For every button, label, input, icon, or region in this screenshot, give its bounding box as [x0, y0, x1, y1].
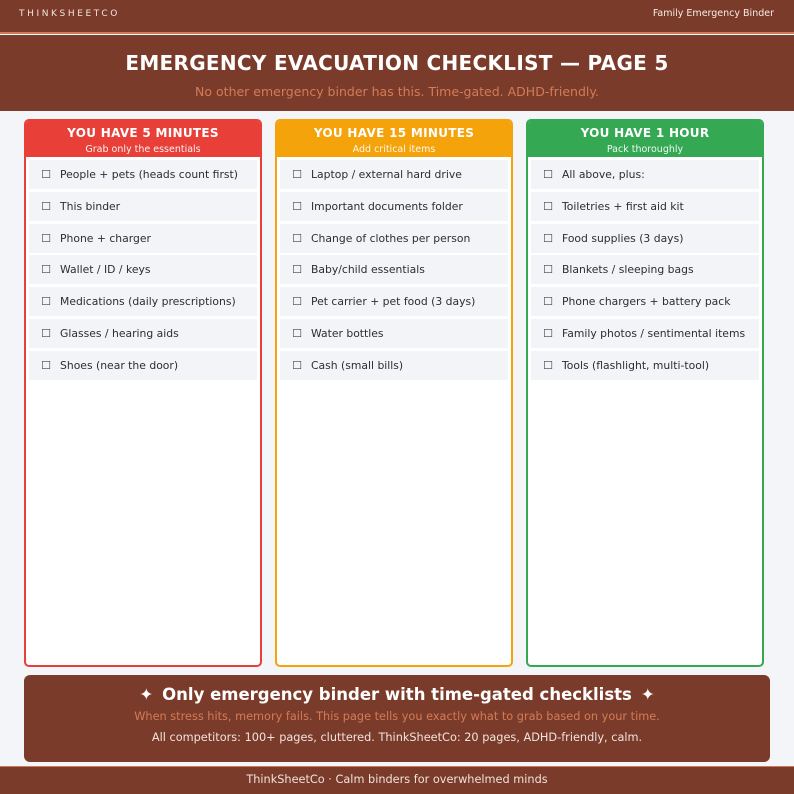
checklist-item-label: Laptop / external hard drive: [311, 168, 462, 181]
feature-banner: [24, 675, 770, 762]
checkbox-icon[interactable]: ☐: [41, 295, 51, 309]
checklist-item-label: Tools (flashlight, multi-tool): [562, 358, 710, 372]
checklist-item-label: Pet carrier + pet food (3 days): [311, 295, 476, 309]
column-5-minutes: [24, 119, 262, 667]
checklist-item[interactable]: [531, 351, 759, 380]
banner-comparison: All competitors: 100+ pages, cluttered. ThinkSheetCo: 20 pages, ADHD-friendly, calm.: [151, 731, 643, 744]
checklist-item[interactable]: [29, 192, 257, 221]
checklist-item-label: Shoes (near the door): [60, 358, 179, 372]
checklist-item[interactable]: [280, 287, 508, 316]
column-header: [528, 121, 762, 157]
sparkle-icon: ✦: [139, 685, 154, 704]
checklist-item[interactable]: [280, 192, 508, 221]
checkbox-icon[interactable]: ☐: [41, 358, 51, 372]
banner-tagline: When stress hits, memory fails. This page tells you exactly what to grab based on your time.: [134, 710, 660, 723]
checkbox-icon[interactable]: ☐: [41, 263, 51, 277]
checklist-item[interactable]: [29, 319, 257, 348]
checklist-item[interactable]: [280, 160, 508, 189]
checkbox-icon[interactable]: ☐: [41, 231, 51, 245]
binder-name: Family Emergency Binder: [652, 8, 774, 19]
checklist: [528, 157, 762, 380]
column-title: YOU HAVE 15 MINUTES: [313, 126, 475, 140]
checkbox-icon[interactable]: ☐: [41, 199, 51, 213]
checkbox-icon[interactable]: ☐: [292, 231, 302, 245]
checkbox-icon[interactable]: ☐: [292, 358, 302, 372]
column-subtitle: Pack thoroughly: [606, 144, 684, 155]
checklist-item-label: Blankets / sleeping bags: [562, 263, 694, 277]
banner-title: [24, 685, 770, 704]
footer: [0, 766, 794, 794]
checklist-item-label: Wallet / ID / keys: [60, 263, 151, 277]
checklist-item[interactable]: [29, 160, 257, 189]
checklist-item-label: Medications (daily prescriptions): [60, 295, 236, 309]
checklist-item[interactable]: [531, 255, 759, 284]
checklist-item[interactable]: [29, 287, 257, 316]
checklist-item-label: Change of clothes per person: [311, 231, 471, 245]
checkbox-icon[interactable]: ☐: [292, 199, 302, 213]
checklist-item-label: This binder: [60, 199, 121, 213]
checkbox-icon[interactable]: ☐: [543, 358, 553, 372]
column-1-hour: [526, 119, 764, 667]
checklist-item-label: Baby/child essentials: [311, 263, 425, 277]
column-15-minutes: [275, 119, 513, 667]
footer-text: ThinkSheetCo · Calm binders for overwhelmed minds: [246, 773, 548, 786]
checkbox-icon[interactable]: ☐: [543, 295, 553, 309]
checklist-item[interactable]: [280, 255, 508, 284]
checkbox-icon[interactable]: ☐: [292, 295, 302, 309]
checklist: [26, 157, 260, 380]
checklist-item[interactable]: [29, 255, 257, 284]
column-header: [26, 121, 260, 157]
banner-title-text: Only emergency binder with time-gated checklists: [162, 685, 632, 704]
page-title: EMERGENCY EVACUATION CHECKLIST — PAGE 5: [125, 51, 669, 75]
checklist-item[interactable]: [531, 224, 759, 253]
checkbox-icon[interactable]: ☐: [292, 263, 302, 277]
column-header: [277, 121, 511, 157]
checklist-item-label: Food supplies (3 days): [562, 231, 684, 245]
checklist-item-label: People + pets (heads count first): [60, 168, 238, 181]
checklist: [277, 157, 511, 380]
checklist-item[interactable]: [29, 351, 257, 380]
checklist-item[interactable]: [280, 319, 508, 348]
sparkle-icon: ✦: [640, 685, 655, 704]
checklist-item[interactable]: [29, 224, 257, 253]
checklist-item-label: Cash (small bills): [311, 358, 404, 372]
column-subtitle: Add critical items: [352, 144, 436, 155]
column-title: YOU HAVE 1 HOUR: [580, 126, 710, 140]
column-subtitle: Grab only the essentials: [85, 144, 201, 155]
checklist-item-label: Toiletries + first aid kit: [562, 199, 684, 213]
page-subtitle: No other emergency binder has this. Time-gated. ADHD-friendly.: [195, 84, 599, 99]
checkbox-icon[interactable]: ☐: [41, 168, 51, 181]
checkbox-icon[interactable]: ☐: [543, 231, 553, 245]
checklist-item-label: All above, plus:: [562, 168, 645, 181]
checkbox-icon[interactable]: ☐: [292, 168, 302, 181]
checklist-item[interactable]: [531, 192, 759, 221]
checklist-item-label: Important documents folder: [311, 199, 463, 213]
top-bar: [0, 0, 794, 34]
checklist-item[interactable]: [531, 287, 759, 316]
checklist-item-label: Phone + charger: [60, 231, 151, 245]
column-title: YOU HAVE 5 MINUTES: [67, 126, 219, 140]
checkbox-icon[interactable]: ☐: [41, 326, 51, 340]
checkbox-icon[interactable]: ☐: [543, 199, 553, 213]
checklist-item-label: Glasses / hearing aids: [60, 326, 179, 340]
checklist-item-label: Water bottles: [311, 326, 384, 340]
checklist-item[interactable]: [280, 351, 508, 380]
checkbox-icon[interactable]: ☐: [543, 326, 553, 340]
checklist-item[interactable]: [531, 319, 759, 348]
page-header: [0, 35, 794, 111]
checklist-item-label: Phone chargers + battery pack: [562, 295, 731, 309]
checkbox-icon[interactable]: ☐: [292, 326, 302, 340]
checklist-item[interactable]: [280, 224, 508, 253]
checkbox-icon[interactable]: ☐: [543, 168, 553, 181]
brand-logo-text: THINKSHEETCO: [19, 9, 120, 19]
checklist-item[interactable]: [531, 160, 759, 189]
checkbox-icon[interactable]: ☐: [543, 263, 553, 277]
checklist-item-label: Family photos / sentimental items: [562, 326, 746, 340]
